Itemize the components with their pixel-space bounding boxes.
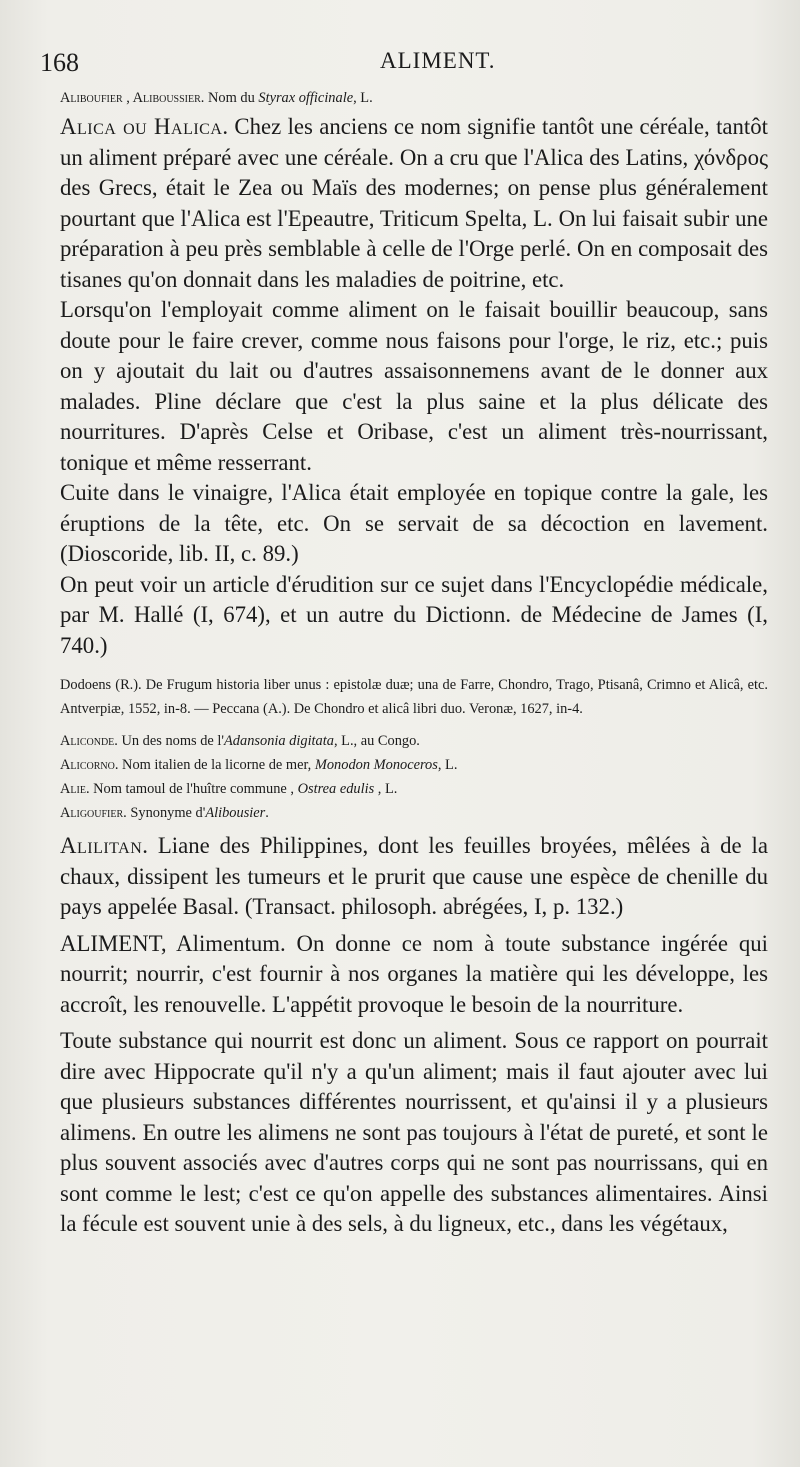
entry-tail: . (265, 805, 269, 821)
entry-term: Alica ou Halica (60, 114, 223, 139)
page-content (60, 86, 768, 1240)
entry-text: Nom italien de la licorne de mer, (122, 757, 315, 773)
entry-term: Aligoufier. (60, 805, 127, 821)
entry-term: ALIMENT (60, 930, 161, 956)
entry-term: Alie. (60, 781, 90, 797)
entry-aliment-para-1 (60, 929, 768, 1021)
entry-alicorno (60, 753, 768, 777)
entry-term: Aliconde. (60, 733, 118, 749)
page-number: 168 (40, 48, 79, 77)
entry-aliment-para-2: Toute substance qui nourrit est donc un aliment. Sous ce rapport on pourrait dire avec Hippocrate qu'il n'y a qu'un aliment; mais il faut ajouter avec lui que plusieurs substances différentes nourrissent, et qu'ainsi il y a plusieurs alimens. En outre les alimens ne sont pas toujours à l'état de pureté, et sont le plus souvent associés avec d'autres corps qui ne sont pas nourrissans, qui en sont comme le lest; c'est ce qu'on appelle des substances alimentaires. Ainsi la fécule est souvent unie à des sels, à du ligneux, etc., dans les végétaux, (60, 1028, 768, 1236)
entry-term: Alilitan (60, 833, 143, 858)
entry-tail: , L. (374, 781, 398, 797)
entry-italic: Styrax officinale (258, 90, 354, 106)
entry-alie (60, 777, 768, 801)
entry-alica-para-1 (60, 112, 768, 295)
entry-text: Nom tamoul de l'huître commune , (93, 781, 298, 797)
entry-text: Synonyme d' (130, 805, 206, 821)
page-header (40, 48, 780, 84)
entry-aligoufier (60, 801, 768, 825)
entry-term: Alicorno. (60, 757, 119, 773)
entry-aliconde (60, 729, 768, 753)
entry-text: . Chez les anciens ce nom signifie tantôt une céréale, tantôt un aliment préparé avec une céréale. On a cru que l'Alica des Latins, χόνδρος des Grecs, était le Zea ou Maïs des modernes; on pense plus généralement pourtant que l'Alica est l'Epeautre, Triticum Spelta, L. On lui faisait subir une préparation à peu près semblable à celle de l'Orge perlé. On en composait des tisanes qu'on donnait dans les maladies de poitrine, etc. (60, 114, 768, 292)
entry-aliboufier (60, 86, 768, 110)
bibliography-note: Dodoens (R.). De Frugum historia liber unus : epistolæ duæ; una de Farre, Chondro, Trago, Ptisanâ, Crimno et Alicâ, etc. Antverpiæ, 1552, in-8. — Peccana (A.). De Chondro et alicâ libri duo. Veronæ, 1627, in-4. (60, 677, 768, 717)
entry-alilitan (60, 831, 768, 923)
entry-tail: , L., au Congo. (333, 733, 420, 749)
entry-tail: , L. (437, 757, 458, 773)
entry-italic: Ostrea edulis (297, 781, 375, 797)
entry-term: Aliboufier , Aliboussier. (60, 90, 205, 106)
entry-alica-para-3: Cuite dans le vinaigre, l'Alica était employée en topique contre la gale, les éruptions de la tête, etc. On se servait de sa décoction en lavement. (Dioscoride, lib. II, c. 89.) (60, 480, 768, 566)
entry-text: , Alimentum. On donne ce nom à toute substance ingérée qui nourrit; nourrir, c'est fournir à nos organes la matière qui les développe, les accroît, les renouvelle. L'appétit provoque le besoin de la nourriture. (60, 930, 768, 1017)
entry-text: . Liane des Philippines, dont les feuilles broyées, mêlées à de la chaux, dissipent les tumeurs et le prurit que cause une espèce de chenille du pays appelée Basal. (Transact. philosoph. abrégées, I, p. 132.) (60, 833, 768, 919)
entry-italic: Alibousier (205, 805, 266, 821)
entry-tail: , L. (353, 90, 373, 106)
entry-text: Un des noms de l' (121, 733, 225, 749)
entry-text: Nom du (208, 90, 259, 106)
entry-italic: Adansonia digitata (224, 733, 334, 749)
entry-italic: Monodon Monoceros (314, 757, 438, 773)
entry-alica-para-2: Lorsqu'on l'employait comme aliment on le faisait bouillir beaucoup, sans doute pour le faire crever, comme nous faisons pour l'orge, le riz, etc.; puis on y ajoutait du lait ou d'autres assaisonnemens avant de le donner aux malades. Pline déclare que c'est la plus saine et la plus délicate des nourritures. D'après Celse et Oribase, c'est un aliment très-nourrissant, tonique et même resserrant. (60, 297, 768, 475)
running-head: ALIMENT. (380, 48, 496, 73)
entry-alica-para-4: On peut voir un article d'érudition sur ce sujet dans l'Encyclopédie médicale, par M. Hallé (I, 674), et un autre du Dictionn. de Médecine de James (I, 740.) (60, 571, 768, 658)
